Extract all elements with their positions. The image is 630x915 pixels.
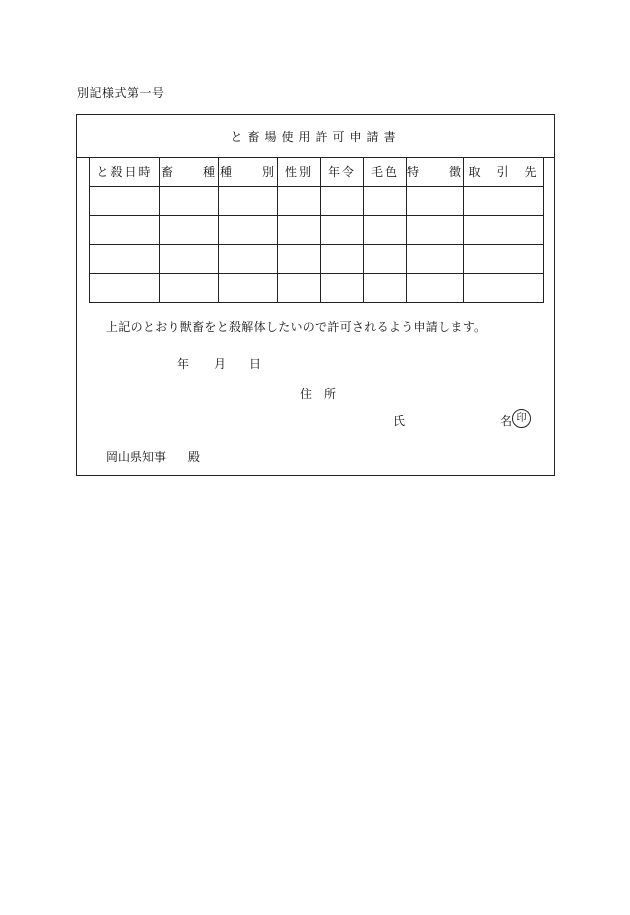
table-cell[interactable]	[364, 244, 407, 273]
form-number: 別記様式第一号	[77, 86, 165, 100]
table-cell[interactable]	[464, 186, 544, 215]
table-cell[interactable]	[321, 186, 364, 215]
table-cell[interactable]	[321, 215, 364, 244]
table-row	[90, 273, 544, 302]
date-line	[177, 355, 297, 371]
table-row	[90, 186, 544, 215]
table-cell[interactable]	[364, 186, 407, 215]
livestock-table	[89, 157, 544, 303]
address-label-2: 所	[324, 387, 337, 401]
table-cell[interactable]	[160, 244, 219, 273]
table-cell[interactable]	[219, 186, 278, 215]
table-cell[interactable]	[160, 186, 219, 215]
table-cell[interactable]	[321, 273, 364, 302]
table-cell[interactable]	[219, 273, 278, 302]
table-cell[interactable]	[464, 244, 544, 273]
header-coat-color: 毛色	[364, 157, 407, 186]
table-cell[interactable]	[160, 273, 219, 302]
table-cell[interactable]	[90, 186, 160, 215]
table-cell[interactable]	[321, 244, 364, 273]
date-year-label: 年	[177, 357, 190, 371]
header-sex: 性別	[278, 157, 321, 186]
table-cell[interactable]	[219, 244, 278, 273]
name-label-1: 氏	[393, 414, 406, 428]
date-month-label: 月	[214, 357, 227, 371]
seal-mark: 印	[512, 409, 531, 428]
table-cell[interactable]	[364, 273, 407, 302]
header-slaughter-datetime: と殺日時	[90, 157, 160, 186]
table-cell[interactable]	[278, 244, 321, 273]
addressee-honorific: 殿	[188, 450, 201, 464]
table-cell[interactable]	[90, 244, 160, 273]
table-cell[interactable]	[407, 273, 464, 302]
table-cell[interactable]	[278, 186, 321, 215]
table-cell[interactable]	[160, 215, 219, 244]
form-title: と畜場使用許可申請書	[230, 129, 401, 144]
table-row	[90, 215, 544, 244]
table-cell[interactable]	[278, 273, 321, 302]
header-trading-partner: 取 引 先	[464, 157, 544, 186]
header-breed-type: 種 別	[219, 157, 278, 186]
header-age: 年令	[321, 157, 364, 186]
table-cell[interactable]	[219, 215, 278, 244]
header-features: 特 徴	[407, 157, 464, 186]
table-cell[interactable]	[278, 215, 321, 244]
table-cell[interactable]	[90, 215, 160, 244]
table-row	[90, 244, 544, 273]
name-label-2: 名	[500, 414, 513, 428]
table-cell[interactable]	[464, 215, 544, 244]
application-statement: 上記のとおり獣畜をと殺解体したいので許可されるよう申請します。	[106, 320, 487, 334]
table-cell[interactable]	[464, 273, 544, 302]
table-cell[interactable]	[407, 244, 464, 273]
table-cell[interactable]	[407, 215, 464, 244]
addressee-line	[106, 448, 226, 464]
date-day-label: 日	[249, 357, 262, 371]
addressee-office: 岡山県知事	[106, 450, 167, 464]
address-label-1: 住	[300, 387, 313, 401]
application-form	[76, 114, 555, 476]
table-cell[interactable]	[90, 273, 160, 302]
table-header-row	[90, 157, 544, 186]
livestock-table-wrap	[89, 157, 544, 303]
table-cell[interactable]	[364, 215, 407, 244]
address-line	[300, 385, 360, 401]
table-cell[interactable]	[407, 186, 464, 215]
header-animal-species: 畜 種	[160, 157, 219, 186]
